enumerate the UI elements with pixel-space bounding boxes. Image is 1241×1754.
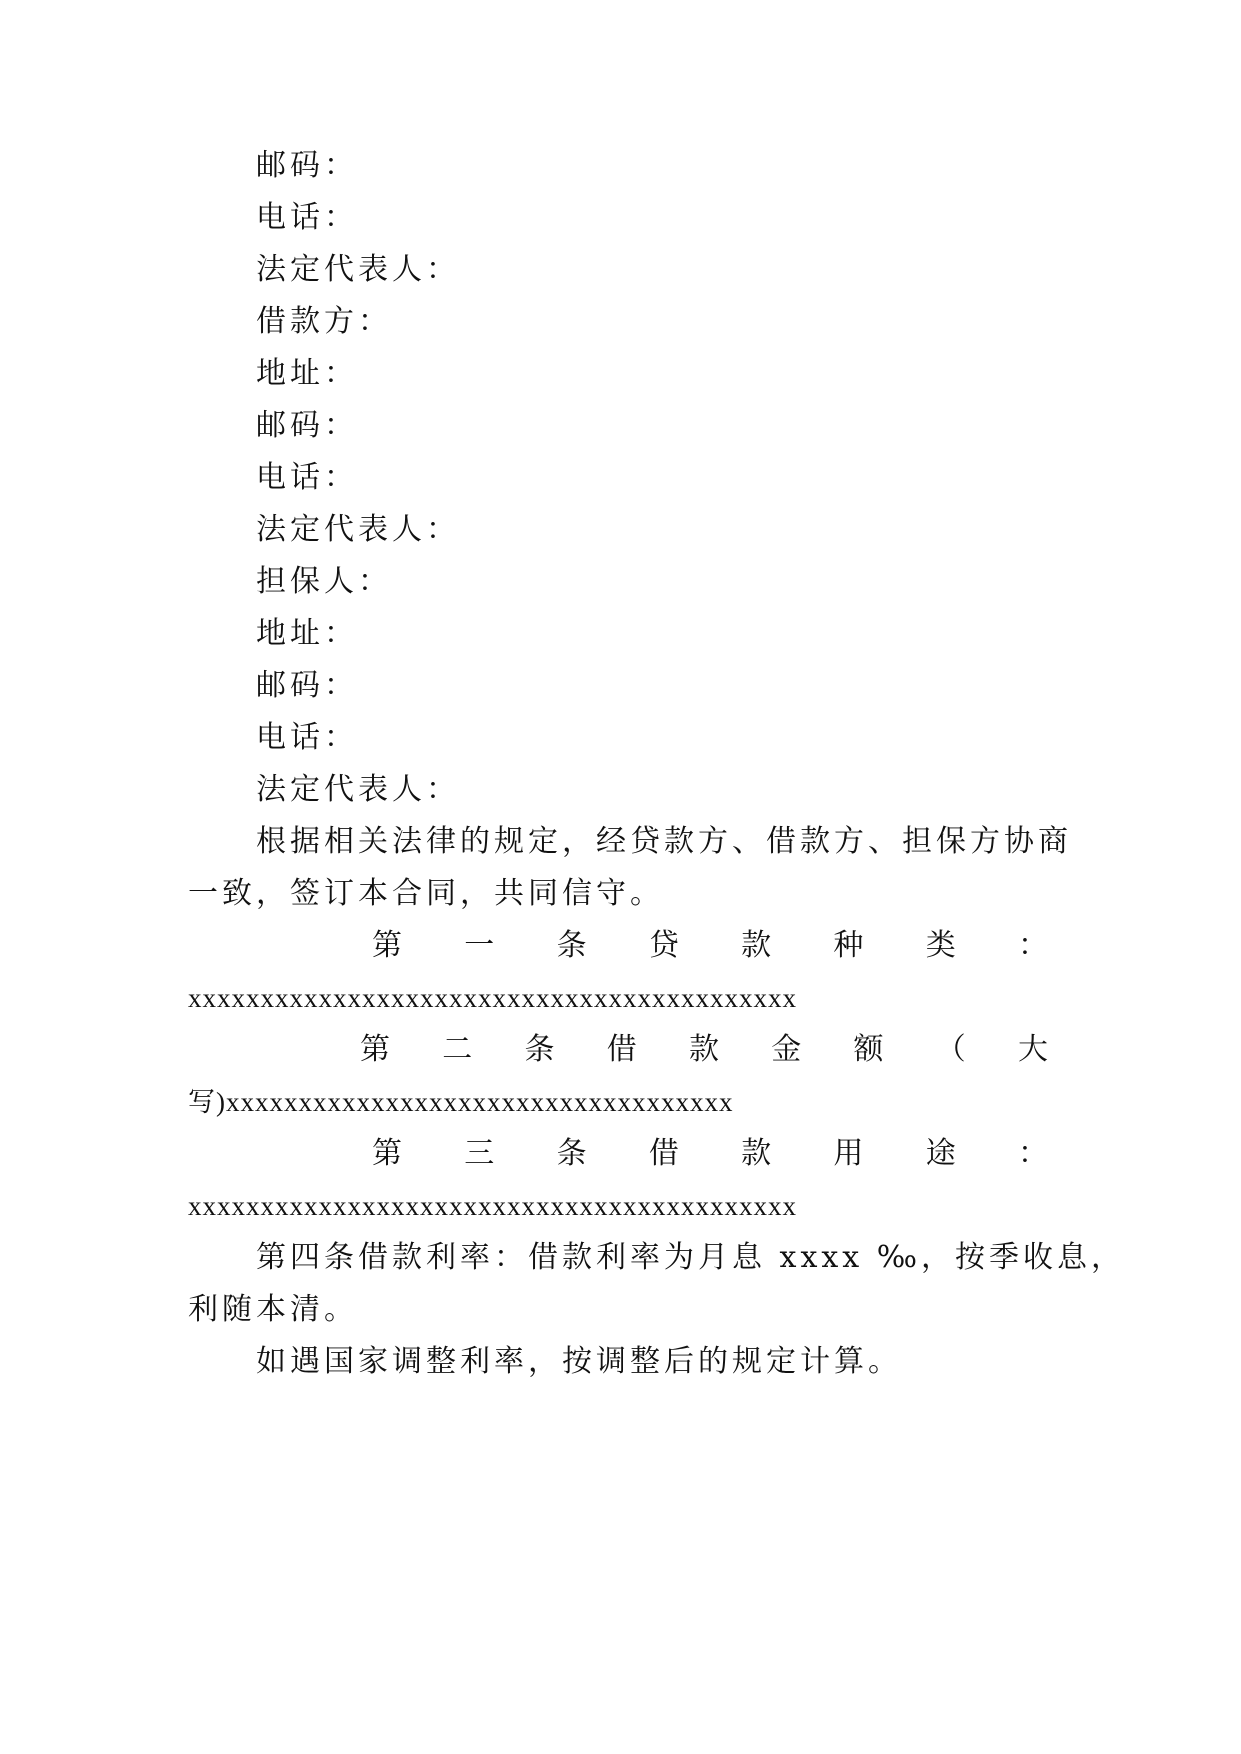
article-3-char: 三: [464, 1136, 495, 1171]
borrower-title: 借款方：: [256, 304, 392, 339]
article-1-char: 第: [372, 928, 402, 963]
borrower-address-label: 地址：: [256, 356, 358, 391]
guarantor-postcode-label: 邮码：: [256, 668, 358, 703]
lender-phone-label: 电话：: [256, 200, 358, 235]
lender-legal-rep-label: 法定代表人：: [256, 252, 460, 287]
article-1-char: 款: [741, 928, 772, 963]
article-1-char: 类: [925, 928, 956, 963]
borrower-legal-rep-label: 法定代表人：: [256, 512, 460, 547]
preamble-line-2: 一致，签订本合同，共同信守。: [188, 876, 664, 911]
article-1-char: 一: [464, 928, 495, 963]
guarantor-legal-rep-label: 法定代表人：: [256, 772, 460, 807]
borrower-postcode-label: 邮码：: [256, 408, 358, 443]
article-4-line-2: 利随本清。: [188, 1292, 358, 1327]
guarantor-phone-label: 电话：: [256, 720, 358, 755]
borrower-phone-label: 电话：: [256, 460, 358, 495]
rate-adjustment-clause: 如遇国家调整利率，按调整后的规定计算。: [256, 1344, 902, 1379]
article-3-char: 第: [372, 1136, 402, 1171]
lender-postcode-label: 邮码：: [256, 148, 358, 183]
preamble-line-1: 根据相关法律的规定，经贷款方、借款方、担保方协商: [256, 824, 1072, 859]
article-2-char: （: [935, 1032, 966, 1067]
article-1-char: 贷: [648, 928, 679, 963]
article-4-line-1: 第四条借款利率：借款利率为月息 xxxx ‰，按季收息，: [256, 1240, 1126, 1275]
article-2-heading: [360, 1030, 1048, 1070]
guarantor-title: 担保人：: [256, 564, 392, 599]
article-2-char: 二: [442, 1032, 473, 1067]
article-1-char: ：: [1017, 928, 1048, 963]
article-1-heading: [372, 926, 1048, 966]
article-2-char: 额: [853, 1032, 884, 1067]
article-1-value: xxxxxxxxxxxxxxxxxxxxxxxxxxxxxxxxxxxxxxxxxx: [188, 983, 797, 1013]
article-2-char: 条: [524, 1032, 555, 1067]
article-3-heading: [372, 1134, 1048, 1174]
guarantor-address-label: 地址：: [256, 616, 358, 651]
article-3-value: xxxxxxxxxxxxxxxxxxxxxxxxxxxxxxxxxxxxxxxxxx: [188, 1191, 797, 1221]
article-2-char: 金: [771, 1032, 802, 1067]
article-1-char: 种: [833, 928, 864, 963]
article-3-char: ：: [1017, 1136, 1048, 1171]
article-3-char: 用: [833, 1136, 864, 1171]
article-2-char: 借: [606, 1032, 637, 1067]
article-3-char: 借: [648, 1136, 679, 1171]
article-3-char: 条: [556, 1136, 587, 1171]
article-2-char: 大: [1018, 1032, 1048, 1067]
article-3-char: 途: [925, 1136, 956, 1171]
article-3-char: 款: [741, 1136, 772, 1171]
article-2-char: 款: [689, 1032, 719, 1067]
article-1-char: 条: [556, 928, 587, 963]
article-2-continuation: 写)xxxxxxxxxxxxxxxxxxxxxxxxxxxxxxxxxxx: [188, 1087, 734, 1117]
article-2-char: 第: [360, 1032, 390, 1067]
